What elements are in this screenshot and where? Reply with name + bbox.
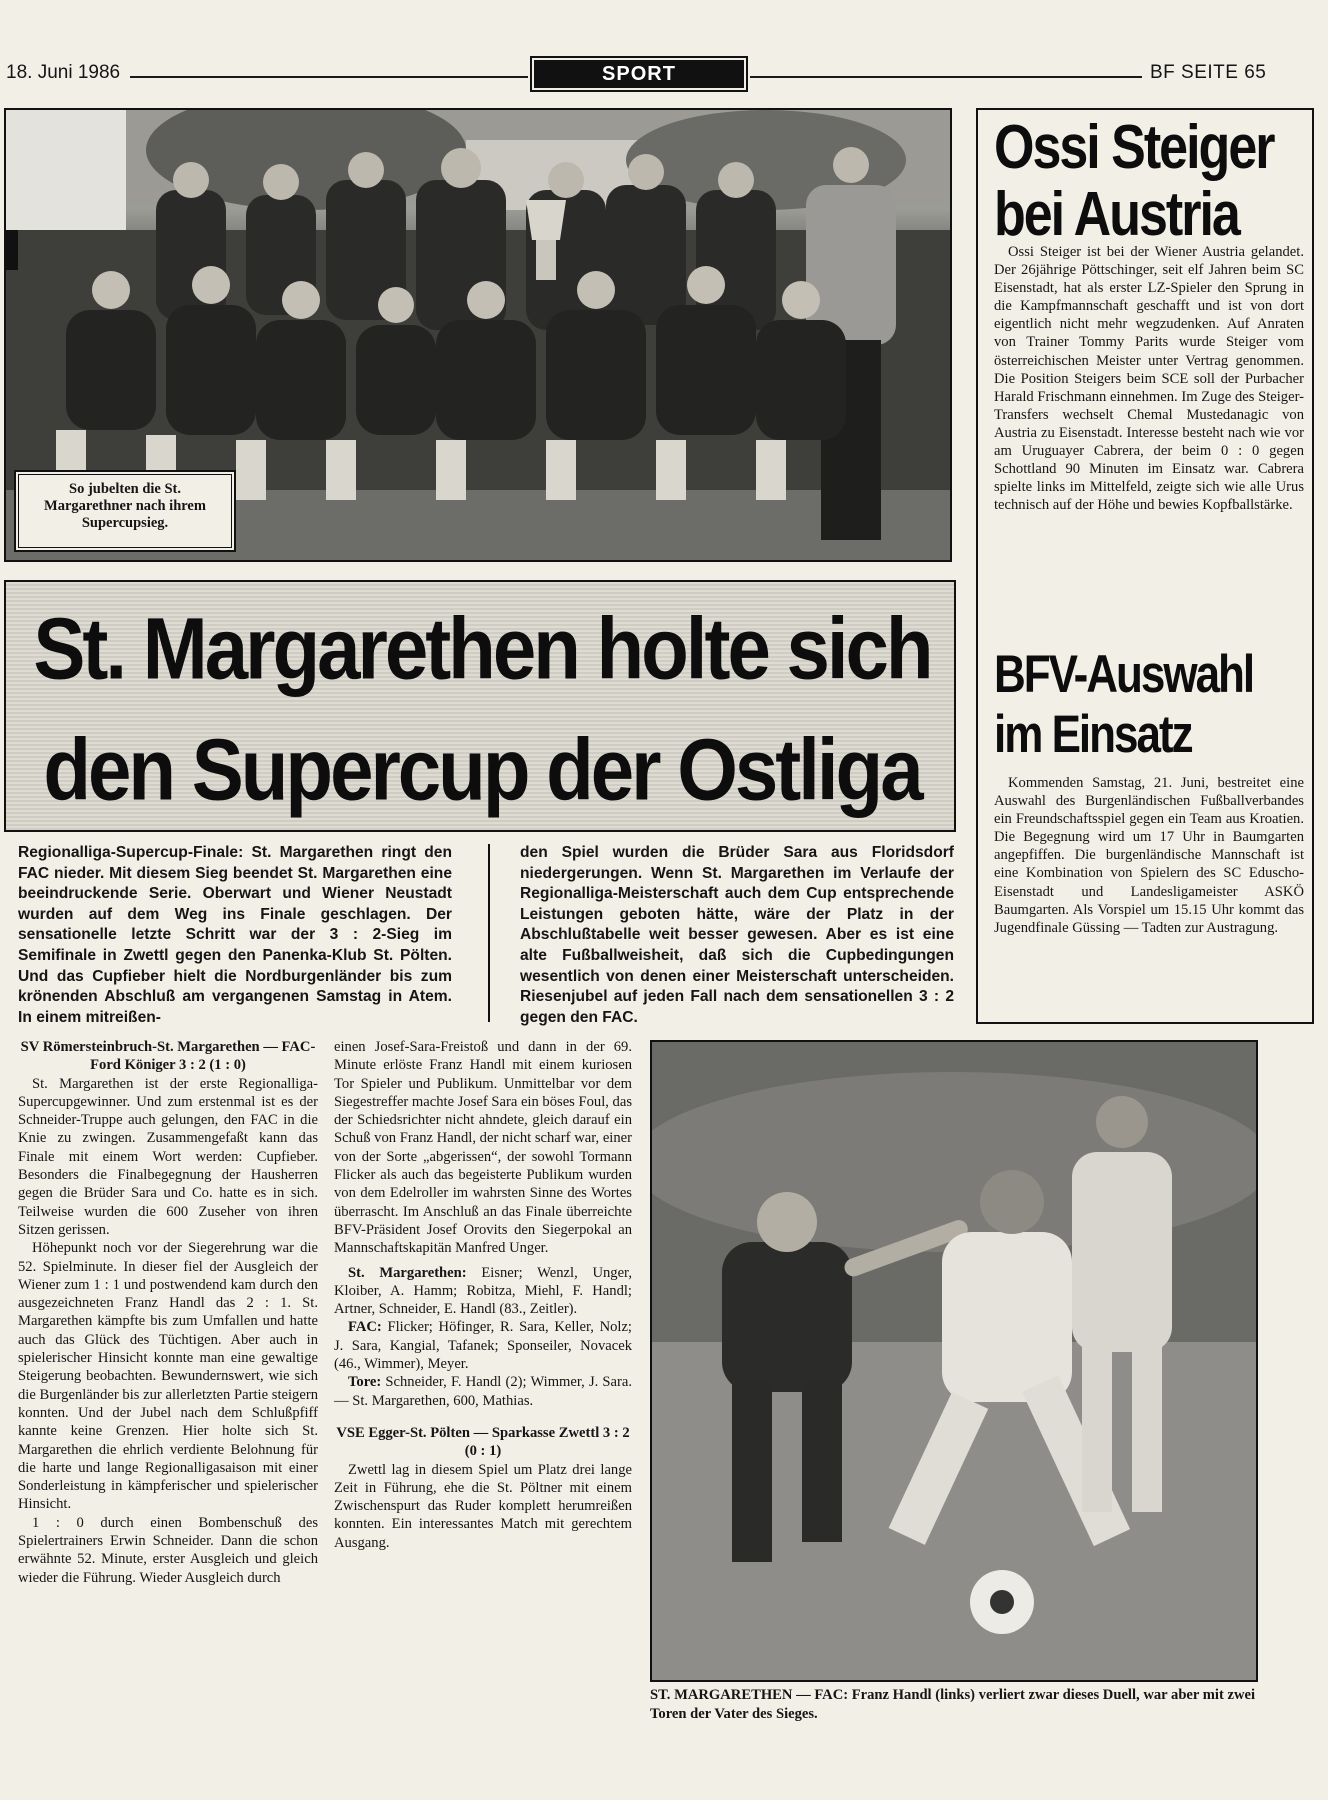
lineup-text: Eisner; Wenzl, Unger, Kloiber, A. Hamm; Robitza, Miehl, F. Handl; Artner, Schneider, E. Handl (83., Zeitler). (334, 1264, 632, 1318)
match-action-photo (650, 1040, 1258, 1682)
sidebar-title-1-line-1: Ossi Steiger (994, 112, 1274, 183)
sidebar-title-1 (994, 114, 1308, 248)
team-photo-caption: So jubelten die St. Margarethner nach ihrem Supercupsieg. (18, 474, 232, 548)
article-column-1 (18, 1038, 318, 1587)
team-photo-caption-box (14, 470, 236, 552)
lineup-label: St. Margarethen: (348, 1264, 467, 1281)
sidebar-paragraph: Ossi Steiger ist bei der Wiener Austria gelandet. Der 26jährige Pöttschinger, seit elf Jahren beim SC Eisenstadt, hat als erster LZ-Spieler den Sprung in die Kampfmannschaft geschafft und ist von dort eigentlich nicht mehr wegzudenken. Auf Anraten von Trainer Tommy Parits wurde Steiger vom österreichischen Meister unter Vertrag genommen. Die Position Steigers beim SCE soll der Purbacher Harald Frischmann einnehmen. Im Zuge des Steiger-Transfers wechselt Chemal Mustedanagic von Austria zu Eisenstadt. Interesse besteht nach wie vor am Uruguayer Cabrera, der beim 0 : 0 gegen Schottland 90 Minuten im Einsatz war. Cabrera spielte links im Mittelfeld, zeigte sich wie alle Urus technisch auf der Höhe und bewies Kopfballstärke. (994, 244, 1304, 514)
sidebar-text-1 (994, 243, 1304, 514)
sidebar-title-2-line-1: BFV-Auswahl (994, 645, 1254, 704)
sidebar-title-2-line-2: im Einsatz (994, 705, 1192, 764)
section-label: SPORT (534, 60, 744, 88)
sidebar-paragraph: Kommenden Samstag, 21. Juni, bestreitet eine Auswahl des Burgenländischen Fußballverbandes ein Freundschaftsspiel gegen ein Team aus Kroatien. Die Begegnung wird um 17 Uhr in Baumgarten angepfiffen. Die burgenländische Mannschaft ist eine Kombination von Spielern des SC Eduscho-Eisenstadt und Landesligameister ASKÖ Baumgarten. Als Vorspiel um 15.15 Uhr kommt das Jugendfinale Güssing — Tadten zur Austragung. (994, 775, 1304, 936)
sidebar-text-2 (994, 774, 1304, 937)
header-rule-left (130, 76, 528, 78)
issue-date: 18. Juni 1986 (6, 62, 121, 83)
lead-divider (488, 844, 490, 1022)
lineup-text: Flicker; Höfinger, R. Sara, Keller, Nolz; J. Sara, Kangial, Tafanek; Sponseiler, Novacek (46., Wimmer), Meyer. (334, 1319, 632, 1373)
goals-line (334, 1373, 632, 1410)
headline-line-1: St. Margarethen holte sich (33, 599, 931, 698)
article-paragraph: Höhepunkt noch vor der Siegerehrung war die 52. Spielminute. In dieser fiel der Ausgleich der Wiener zum 1 : 1 und postwendend kam durch den ausgezeichneten Franz Handl das 2 : 1. St. Margarethen kämpfte bis zum Umfallen und hatte auch das Glück des Tüchtigen. Aber auch in spielerischer Hinsicht konnte man eine gewaltige Steigerung beobachten. Bewundernswert, wie sich die Burgenländer bis zur allerletzten Partie steigern konnten. Und der Jubel nach dem Schlußpfiff kannte keine Grenzen. Hier holte sich St. Margarethen die ehrlich verdiente Belohnung für die harte und lange Regionalligasaison mit einer Sonderleistung in kämpferischer und spielerischer Hinsicht. (18, 1240, 318, 1513)
sidebar-title-1-line-2: bei Austria (994, 180, 1239, 250)
lead-col-1: Regionalliga-Supercup-Finale: St. Margarethen ringt den FAC nieder. Mit diesem Sieg beendet St. Margarethen eine beeindruckende Serie. Oberwart und Wiener Neustadt wurden auf dem Weg ins Finale geschlagen. Der sensationelle letzte Schritt war der 3 : 2-Sieg im Semifinale in Zwettl gegen den Panenka-Klub St. Pölten. Und das Cupfieber hielt die Nordburgenländer bis zum krönenden Abschluß am vergangenen Samstag in Atem. In einem mitreißen- (18, 844, 452, 1026)
page-number: BF SEITE 65 (1150, 62, 1267, 83)
match-subhead-1: SV Römersteinbruch-St. Margarethen — FAC-Ford Königer 3 : 2 (1 : 0) (20, 1039, 316, 1074)
action-photo-caption: ST. MARGARETHEN — FAC: Franz Handl (links) verliert zwar dieses Duell, war aber mit zwei Toren der Vater des Sieges. (650, 1687, 1256, 1722)
match-subhead-2: VSE Egger-St. Pölten — Sparkasse Zwettl 3 : 2 (0 : 1) (336, 1424, 630, 1460)
headline-line-2: den Supercup der Ostliga (43, 720, 921, 819)
article-paragraph: 1 : 0 durch einen Bombenschuß des Spielertrainers Erwin Schneider. Dann die schon erwähnte 52. Minute, erster Ausgleich und gleich wieder die Führung. Wieder Ausgleich durch (18, 1514, 318, 1586)
sidebar-title-2 (994, 645, 1308, 765)
lineup-label: FAC: (348, 1319, 382, 1336)
header-rule-right (750, 76, 1142, 78)
article-paragraph: St. Margarethen ist der erste Regionalliga-Supercupgewinner. Und zum erstenmal ist es der Schneider-Truppe auch gelungen, den FAC in die Knie zu zwingen. Zusammengefaßt kann das Finale mit einem Wort werden: Cupfieber. Besonders die Finalbegegnung der Hausherren gegen die Brüder Sara und Co. hatte es in sich. Teilweise wurden die 600 Zuseher von ihren Sitzen gerissen. (18, 1075, 318, 1238)
article-column-2 (334, 1038, 632, 1552)
lineup-st-margarethen (334, 1264, 632, 1319)
goals-label: Tore: (348, 1374, 382, 1391)
lineup-fac (334, 1318, 632, 1373)
article-paragraph: einen Josef-Sara-Freistoß und dann in der 69. Minute erlöste Franz Handl mit einem kuriosen Tor Spieler und Publikum. Unmittelbar vor dem Siegestreffer machte Josef Sara ein böses Foul, das der Schiedsrichter nicht ahndete, gleich darauf ein Schuß von Franz Handl, der nicht scharf war, einer von der Sorte „abgerissen“, der sowohl Tormann Flicker als auch das begeisterte Publikum wurden von dem Edelroller im wahrsten Sinne des Wortes überrascht. Im Anschluß an das Finale überreichte BFV-Präsident Josef Orovits den Siegerpokal an Mannschaftskapitän Manfred Unger. (334, 1039, 633, 1257)
goals-text: Schneider, F. Handl (2); Wimmer, J. Sara. — St. Margarethen, 600, Mathias. (334, 1374, 632, 1409)
action-photo-illustration (652, 1042, 1256, 1680)
headline (14, 588, 950, 830)
lead-col-2: den Spiel wurden die Brüder Sara aus Floridsdorf niedergerungen. Wenn St. Margarethen im Verlaufe der Regionalliga-Meisterschaft auch dem Cup entsprechende Leistungen geboten hätte, wäre der Platz in der Abschlußtabelle weit besser gewesen. Aber es ist eine alte Fußballweisheit, daß sich die Cupbedingungen wesentlich von denen einer Meisterschaft unterscheiden. Riesenjubel auf jeden Fall nach dem sensationellen 3 : 2 gegen den FAC. (520, 844, 954, 1026)
section-label-box (530, 56, 748, 92)
article-paragraph: Zwettl lag in diesem Spiel um Platz drei lange Zeit in Führung, ehe die St. Pöltner mit einem Zwischenspurt das Ruder komplett herumreißen konnten. Ein interessantes Match mit gerechtem Ausgang. (334, 1461, 632, 1551)
